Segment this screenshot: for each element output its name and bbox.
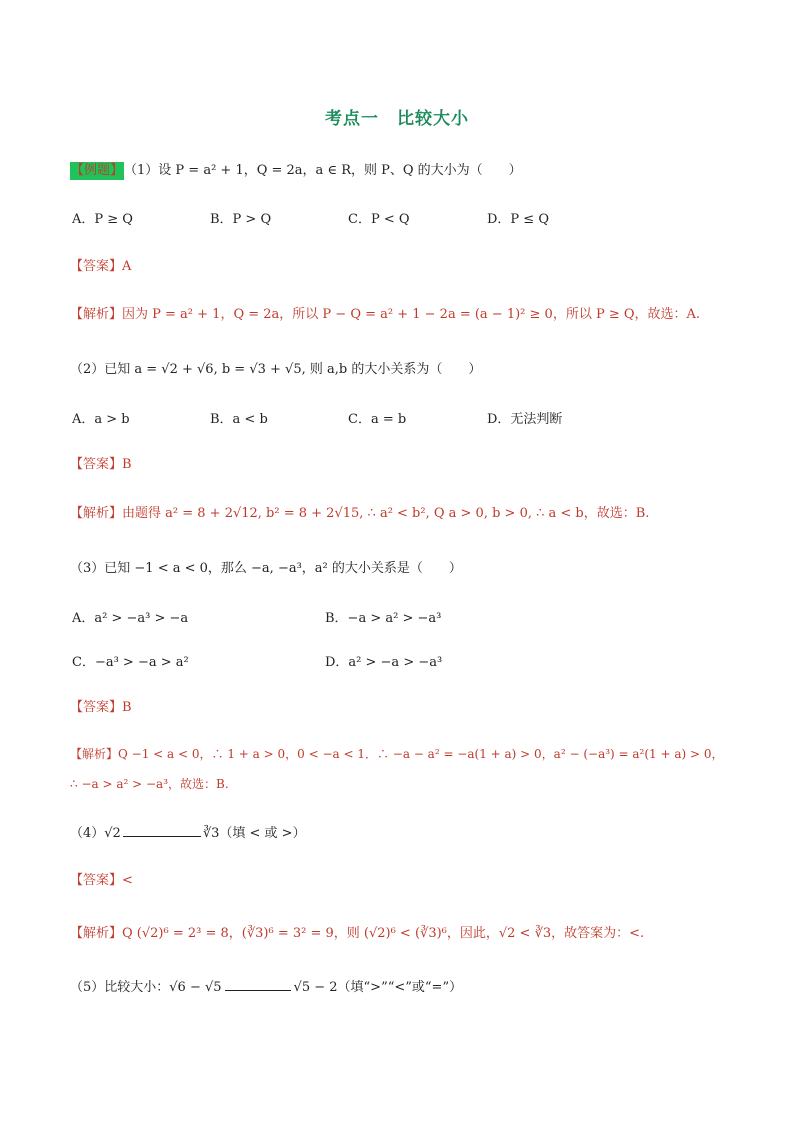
answer-value: A [122,259,132,274]
q2-option-a: A．a > b [72,412,130,427]
question-3-stem: （3）已知 −1 < a < 0，那么 −a, −a³，a² 的大小关系是（ ） [70,561,462,576]
analysis-text-line-2: ∴ −a > a² > −a³，故选：B. [70,777,229,791]
q2-option-b: B．a < b [210,412,268,427]
q2-analysis [70,505,649,523]
q4-answer [70,872,133,890]
analysis-tag: 【解析】 [70,747,119,761]
q3-analysis [70,745,724,763]
analysis-tag: 【解析】 [70,506,123,521]
q2-option-d: D．无法判断 [487,412,563,427]
analysis-text: Q (√2)⁶ = 2³ = 8，(∛3)⁶ = 3² = 9，则 (√2)⁶ < (∛3)⁶，因此，√2 < ∛3，故答案为：<. [122,926,645,941]
page-title: 考点一 比较大小 [325,109,469,129]
q5-answer-blank[interactable] [225,978,291,991]
answer-value: < [122,873,133,888]
q3-option-d: D．a² > −a > −a³ [325,655,443,670]
analysis-text-line-1: Q −1 < a < 0，∴ 1 + a > 0，0 < −a < 1．∴ −a − a² = −a(1 + a) > 0，a² − (−a³) = a²(1 + a) > 0， [118,747,724,761]
analysis-text: 由题得 a² = 8 + 2√12, b² = 8 + 2√15, ∴ a² < b², Q a > 0, b > 0, ∴ a < b，故选：B. [122,506,650,521]
question-2-stem: （2）已知 a = √2 + √6, b = √3 + √5, 则 a,b 的大小关系为（ ） [70,362,482,377]
answer-tag: 【答案】 [70,700,123,715]
q2-option-c: C．a = b [348,412,407,427]
question-4-stem [70,824,306,843]
q2-answer [70,456,132,474]
question-5-stem [70,978,462,997]
answer-tag: 【答案】 [70,873,123,888]
q1-option-c: C．P < Q [348,212,410,227]
analysis-text: 因为 P = a² + 1，Q = 2a，所以 P − Q = a² + 1 − 2a = (a − 1)² ≥ 0，所以 P ≥ Q，故选：A. [122,307,701,322]
q1-option-d: D．P ≤ Q [487,212,549,227]
q4-stem-before: （4）√2 [70,826,121,841]
q3-option-a: A．a² > −a³ > −a [72,611,189,626]
analysis-tag: 【解析】 [70,926,123,941]
answer-tag: 【答案】 [70,457,123,472]
q1-option-a: A．P ≥ Q [72,212,133,227]
example-tag: 【例题】 [71,163,124,178]
question-1-stem [70,162,522,180]
q1-analysis [70,306,700,324]
q3-analysis-line-2 [70,775,229,793]
answer-value: B [122,700,132,715]
q1-option-b: B．P > Q [210,212,272,227]
answer-tag: 【答案】 [70,259,123,274]
q3-answer [70,699,132,717]
q5-stem-before: （5）比较大小：√6 − √5 [70,980,222,995]
analysis-tag: 【解析】 [70,307,123,322]
answer-value: B [122,457,132,472]
q1-answer [70,258,131,276]
q5-stem-after: √5 − 2（填“>”“<”或“=”） [293,980,463,995]
q4-answer-blank[interactable] [123,824,201,837]
q3-option-c: C．−a³ > −a > a² [72,655,189,670]
q4-stem-after: ∛3（填 < 或 >） [202,826,306,841]
question-1-text: （1）设 P = a² + 1，Q = 2a，a ∈ R，则 P、Q 的大小为（ ） [124,163,522,178]
q4-analysis [70,925,644,943]
q3-option-b: B．−a > a² > −a³ [325,611,442,626]
